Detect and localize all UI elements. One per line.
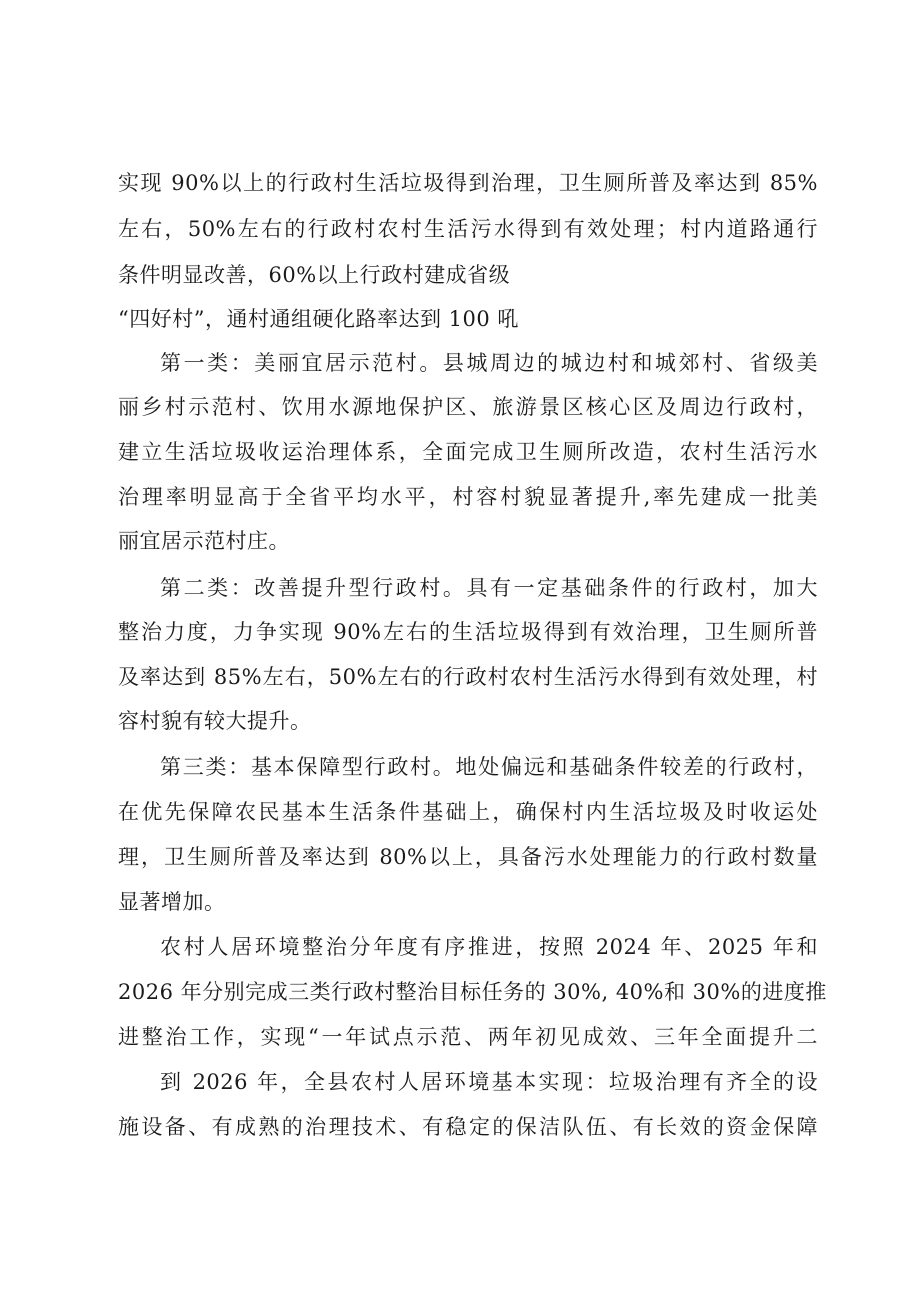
text-line: 理，卫生厕所普及率达到 80%以上，具备污水处理能力的行政村数量 <box>118 845 818 869</box>
text-line: 2026 年分别完成三类行政村整治目标任务的 30%, 40%和 30%的进度推 <box>118 980 827 1004</box>
text-line: 农村人居环境整治分年度有序推进，按照 2024 年、2025 年和 <box>160 935 818 959</box>
text-line: 第一类：美丽宜居示范村。县城周边的城边村和城郊村、省级美 <box>160 351 818 375</box>
text-line: 到 2026 年，全县农村人居环境基本实现：垃圾治理有齐全的设 <box>160 1070 818 1094</box>
text-line: 整治力度，力争实现 90%左右的生活垃圾得到有效治理，卫生厕所普 <box>118 620 818 644</box>
text-line: 显著增加。 <box>118 890 226 914</box>
text-line: 及率达到 85%左右，50%左右的行政村农村生活污水得到有效处理，村 <box>118 665 818 689</box>
text-line: 丽宜居示范村庄。 <box>118 529 290 553</box>
text-line: 左右，50%左右的行政村农村生活污水得到有效处理；村内道路通行 <box>118 217 818 241</box>
text-line: 进整治工作，实现“一年试点示范、两年初见成效、三年全面提升二 <box>118 1025 818 1049</box>
text-line: 条件明显改善，60%以上行政村建成省级 <box>118 263 511 287</box>
text-line: 建立生活垃圾收运治理体系，全面完成卫生厕所改造，农村生活污水 <box>118 440 818 464</box>
text-line: 容村貌有较大提升。 <box>118 709 312 733</box>
text-line: 丽乡村示范村、饮用水源地保护区、旅游景区核心区及周边行政村， <box>118 395 818 419</box>
text-line: 第二类：改善提升型行政村。具有一定基础条件的行政村，加大 <box>160 576 818 600</box>
text-line: 第三类：基本保障型行政村。地处偏远和基础条件较差的行政村， <box>160 755 818 779</box>
text-line: 在优先保障农民基本生活条件基础上，确保村内生活垃圾及时收运处 <box>118 800 818 824</box>
text-line: “四好村”，通村通组硬化路率达到 100 吼 <box>118 307 519 331</box>
text-line: 施设备、有成熟的治理技术、有稳定的保洁队伍、有长效的资金保障 <box>118 1115 818 1139</box>
text-line: 实现 90%以上的行政村生活垃圾得到治理，卫生厕所普及率达到 85% <box>118 171 818 195</box>
text-line: 治理率明显高于全省平均水平，村容村貌显著提升,率先建成一批美 <box>118 485 818 509</box>
